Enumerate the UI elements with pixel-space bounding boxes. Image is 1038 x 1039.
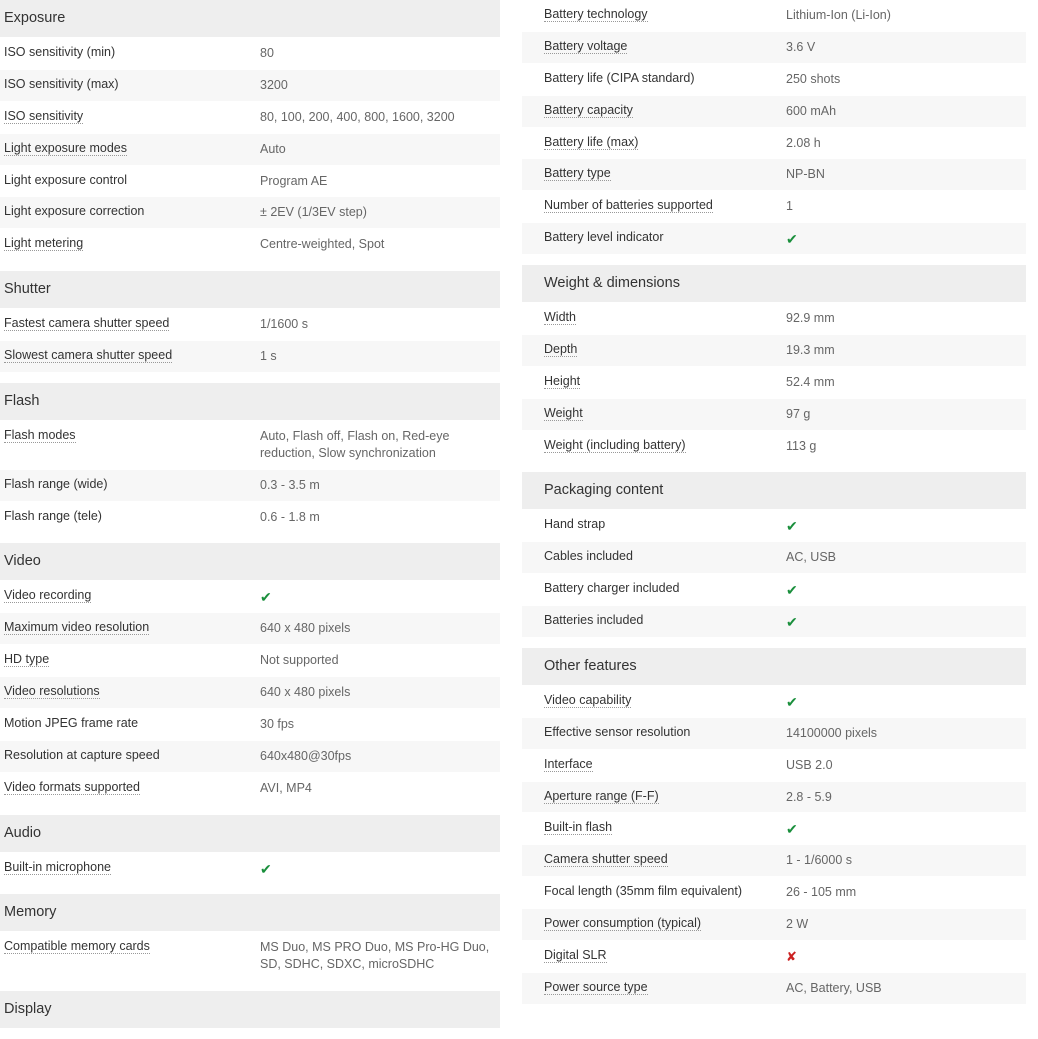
spec-value-text: Lithium-Ion (Li-Ion) xyxy=(786,8,891,22)
spec-value-text: 640 x 480 pixels xyxy=(260,685,351,699)
spec-label-text: Depth xyxy=(544,341,578,356)
spec-value-text: 2.8 - 5.9 xyxy=(786,789,832,804)
section-spacer xyxy=(522,1005,1026,1015)
spec-value-text: 1 xyxy=(786,199,793,214)
spec-value-video-resolutions xyxy=(252,677,500,708)
cross-icon: ✘ xyxy=(786,948,797,964)
spec-value-text: 19.3 mm xyxy=(786,342,835,357)
spec-label-text: Resolution at capture speed xyxy=(4,747,160,762)
spec-label-battery-capacity[interactable] xyxy=(522,96,778,127)
section-title-display: Display xyxy=(0,991,500,1029)
spec-value-batteries-included xyxy=(778,606,1026,637)
spec-value-light-exposure-modes xyxy=(252,134,500,165)
section-title-shutter: Shutter xyxy=(0,271,500,309)
spec-label-text: Width xyxy=(544,310,576,324)
spec-label-text: Video capability xyxy=(544,692,632,707)
spec-value-digital-slr xyxy=(778,941,1026,972)
spec-label-motion-jpeg-frame-rate xyxy=(0,709,252,740)
spec-label-built-in-flash[interactable] xyxy=(522,813,778,844)
spec-value-height xyxy=(778,367,1026,398)
spec-label-text: Digital SLR xyxy=(544,947,607,962)
spec-value-built-in-flash xyxy=(778,813,1026,844)
spec-value-battery-technology xyxy=(778,0,1026,31)
spec-value-battery-charger-included xyxy=(778,574,1026,605)
spec-label-text: Light exposure control xyxy=(4,172,127,187)
section-spacer xyxy=(522,638,1026,648)
spec-label-text: Flash modes xyxy=(4,427,76,442)
spec-label-light-metering[interactable] xyxy=(0,229,252,260)
spec-row xyxy=(522,686,1026,718)
spec-value-battery-life-cipa-standard xyxy=(778,64,1026,95)
spec-value-text: 92.9 mm xyxy=(786,311,835,325)
spec-label-text: Light metering xyxy=(4,236,84,251)
spec-value-text: 640x480@30fps xyxy=(260,748,352,763)
spec-value-built-in-microphone xyxy=(252,853,500,884)
spec-label-text: ISO sensitivity (min) xyxy=(4,45,116,59)
spec-row xyxy=(522,574,1026,606)
spec-value-video-formats-supported xyxy=(252,773,500,804)
spec-label-text: Battery life (max) xyxy=(544,134,639,149)
spec-value-text: 1 - 1/6000 s xyxy=(786,853,853,868)
spec-value-battery-capacity xyxy=(778,96,1026,127)
spec-row xyxy=(522,606,1026,638)
spec-value-iso-sensitivity-min xyxy=(252,38,500,69)
spec-label-compatible-memory-cards[interactable] xyxy=(0,932,252,980)
section-spacer xyxy=(0,805,500,815)
section-title-other-features: Other features xyxy=(522,648,1026,686)
spec-value-power-source-type xyxy=(778,973,1026,1004)
spec-row xyxy=(522,750,1026,782)
spec-row xyxy=(522,223,1026,255)
spec-value-text: AVI, MP4 xyxy=(260,780,312,795)
spec-label-weight-including-battery[interactable] xyxy=(522,431,778,462)
spec-value-weight-including-battery xyxy=(778,431,1026,462)
spec-value-video-capability xyxy=(778,686,1026,717)
spec-label-slowest-camera-shutter-speed[interactable] xyxy=(0,341,252,372)
spec-row xyxy=(522,909,1026,941)
spec-value-hand-strap xyxy=(778,510,1026,541)
spec-label-text: Battery level indicator xyxy=(544,230,664,245)
check-icon: ✔ xyxy=(786,518,798,535)
spec-value-depth xyxy=(778,335,1026,366)
spec-value-light-exposure-correction xyxy=(252,197,500,228)
spec-value-resolution-at-capture-speed xyxy=(252,741,500,772)
spec-value-aperture-range-f-f xyxy=(778,782,1026,813)
spec-value-interface xyxy=(778,750,1026,781)
spec-row xyxy=(0,197,500,229)
spec-row xyxy=(0,709,500,741)
spec-row xyxy=(0,773,500,805)
spec-value-motion-jpeg-frame-rate xyxy=(252,709,500,740)
spec-value-text: 0.6 - 1.8 m xyxy=(260,509,320,524)
spec-row xyxy=(522,335,1026,367)
spec-row xyxy=(522,399,1026,431)
spec-label-resolution-at-capture-speed xyxy=(0,741,252,772)
spec-label-text: Slowest camera shutter speed xyxy=(4,348,173,362)
spec-label-video-resolutions[interactable] xyxy=(0,677,252,708)
check-icon: ✔ xyxy=(786,582,798,599)
spec-label-text: Hand strap xyxy=(544,517,606,532)
spec-label-power-source-type[interactable] xyxy=(522,973,778,1004)
spec-label-text: HD type xyxy=(4,652,50,667)
spec-label-focal-length-35mm-film-equivalent xyxy=(522,877,778,908)
spec-label-battery-charger-included xyxy=(522,574,778,605)
spec-value-text: 250 shots xyxy=(786,71,841,86)
spec-label-text: Video resolutions xyxy=(4,684,100,698)
spec-label-text: Battery charger included xyxy=(544,581,680,596)
spec-row xyxy=(522,191,1026,223)
spec-row xyxy=(0,613,500,645)
spec-label-aperture-range-f-f[interactable] xyxy=(522,782,778,813)
section-title-audio: Audio xyxy=(0,815,500,853)
spec-row xyxy=(522,510,1026,542)
spec-label-number-of-batteries-supported[interactable] xyxy=(522,191,778,222)
spec-label-text: Built-in flash xyxy=(544,820,613,835)
spec-value-text: 26 - 105 mm xyxy=(786,885,857,900)
spec-row xyxy=(0,134,500,166)
spec-value-width xyxy=(778,303,1026,334)
spec-row xyxy=(0,421,500,470)
spec-value-fastest-camera-shutter-speed xyxy=(252,309,500,340)
spec-row xyxy=(522,431,1026,463)
spec-row xyxy=(0,853,500,885)
spec-value-power-consumption-typical xyxy=(778,909,1026,940)
spec-row xyxy=(0,341,500,373)
spec-label-cables-included xyxy=(522,542,778,573)
check-icon: ✔ xyxy=(786,693,798,710)
check-icon: ✔ xyxy=(786,614,798,630)
spec-row xyxy=(522,367,1026,399)
section-title-exposure: Exposure xyxy=(0,0,500,38)
spec-label-depth[interactable] xyxy=(522,335,778,366)
check-icon: ✔ xyxy=(260,860,272,877)
spec-label-text: Battery capacity xyxy=(544,102,633,117)
spec-label-text: Maximum video resolution xyxy=(4,620,150,635)
section-title-weight-dimensions: Weight & dimensions xyxy=(522,265,1026,303)
spec-row xyxy=(0,677,500,709)
section-spacer xyxy=(0,261,500,271)
spec-label-text: ISO sensitivity xyxy=(4,108,84,123)
spec-label-weight[interactable] xyxy=(522,399,778,430)
spec-row xyxy=(522,542,1026,574)
spec-label-interface[interactable] xyxy=(522,750,778,781)
spec-label-text: Interface xyxy=(544,756,593,771)
spec-row xyxy=(0,70,500,102)
spec-value-iso-sensitivity-max xyxy=(252,70,500,101)
spec-value-text: 97 g xyxy=(786,406,811,421)
spec-label-iso-sensitivity-min xyxy=(0,38,252,69)
spec-row xyxy=(0,502,500,534)
spec-label-text: Camera shutter speed xyxy=(544,852,668,867)
spec-label-text: Focal length (35mm film equivalent) xyxy=(544,884,742,899)
spec-value-camera-shutter-speed xyxy=(778,845,1026,876)
spec-value-light-metering xyxy=(252,229,500,260)
spec-label-text: Fastest camera shutter speed xyxy=(4,316,170,331)
spec-label-hd-type[interactable] xyxy=(0,645,252,676)
spec-label-text: Video formats supported xyxy=(4,779,140,794)
spec-label-text: Number of batteries supported xyxy=(544,198,713,213)
spec-label-hand-strap xyxy=(522,510,778,541)
section-title-memory: Memory xyxy=(0,894,500,932)
spec-row xyxy=(0,932,500,981)
section-spacer xyxy=(522,462,1026,472)
spec-label-text: Batteries included xyxy=(544,613,644,627)
spec-value-text: 3.6 V xyxy=(786,39,816,54)
spec-row xyxy=(522,845,1026,877)
spec-label-text: Weight xyxy=(544,405,583,420)
spec-label-battery-technology[interactable] xyxy=(522,0,778,31)
spec-value-battery-type xyxy=(778,159,1026,190)
spec-value-number-of-batteries-supported xyxy=(778,191,1026,222)
section-spacer xyxy=(0,884,500,894)
spec-value-text: AC, USB xyxy=(786,550,837,565)
spec-label-batteries-included xyxy=(522,606,778,637)
spec-row xyxy=(522,813,1026,845)
spec-label-digital-slr[interactable] xyxy=(522,941,778,972)
spec-value-text: Centre-weighted, Spot xyxy=(260,237,385,252)
spec-label-text: Battery type xyxy=(544,166,611,181)
spec-label-maximum-video-resolution[interactable] xyxy=(0,613,252,644)
spec-row xyxy=(522,64,1026,96)
spec-row xyxy=(522,941,1026,973)
spec-label-text: Power consumption (typical) xyxy=(544,916,702,930)
spec-row xyxy=(0,229,500,261)
spec-label-width[interactable] xyxy=(522,303,778,334)
spec-value-text: Not supported xyxy=(260,653,339,668)
section-spacer xyxy=(0,373,500,383)
spec-value-flash-modes xyxy=(252,421,500,469)
section-title-video: Video xyxy=(0,543,500,581)
spec-label-battery-type[interactable] xyxy=(522,159,778,190)
spec-value-text: 640 x 480 pixels xyxy=(260,621,351,636)
spec-value-text: ± 2EV (1/3EV step) xyxy=(260,205,367,220)
spec-value-light-exposure-control xyxy=(252,166,500,197)
spec-value-slowest-camera-shutter-speed xyxy=(252,341,500,372)
spec-value-text: 2.08 h xyxy=(786,135,821,150)
spec-value-flash-range-wide xyxy=(252,470,500,501)
section-spacer xyxy=(0,981,500,991)
spec-value-text: 80, 100, 200, 400, 800, 1600, 3200 xyxy=(260,109,455,124)
spec-value-text: 113 g xyxy=(786,438,817,453)
spec-row xyxy=(0,470,500,502)
spec-label-battery-voltage[interactable] xyxy=(522,32,778,63)
spec-label-text: Battery voltage xyxy=(544,38,628,53)
spec-value-focal-length-35mm-film-equivalent xyxy=(778,877,1026,908)
spec-label-text: Flash range (wide) xyxy=(4,476,108,491)
spec-label-text: Video recording xyxy=(4,588,92,603)
spec-value-battery-level-indicator xyxy=(778,223,1026,254)
spec-value-hd-type xyxy=(252,645,500,676)
spec-value-text: 30 fps xyxy=(260,716,295,731)
spec-value-text: 80 xyxy=(260,46,274,60)
spec-label-light-exposure-modes[interactable] xyxy=(0,134,252,165)
spec-label-iso-sensitivity[interactable] xyxy=(0,102,252,133)
spec-row xyxy=(0,581,500,613)
spec-label-built-in-microphone[interactable] xyxy=(0,853,252,884)
spec-label-text: Battery technology xyxy=(544,7,648,21)
spec-label-text: Built-in microphone xyxy=(4,859,111,874)
specs-column-left xyxy=(0,0,500,1039)
spec-label-flash-range-tele xyxy=(0,502,252,533)
spec-label-video-formats-supported[interactable] xyxy=(0,773,252,804)
spec-label-text: Compatible memory cards xyxy=(4,939,150,954)
section-spacer xyxy=(0,1029,500,1039)
spec-value-text: NP-BN xyxy=(786,167,825,182)
spec-value-battery-life-max xyxy=(778,128,1026,159)
spec-value-text: 1/1600 s xyxy=(260,317,308,332)
check-icon: ✔ xyxy=(786,821,798,838)
spec-row xyxy=(522,303,1026,335)
spec-label-text: Effective sensor resolution xyxy=(544,724,691,739)
spec-label-effective-sensor-resolution xyxy=(522,718,778,749)
spec-row xyxy=(522,96,1026,128)
spec-label-light-exposure-correction xyxy=(0,197,252,228)
spec-row xyxy=(0,166,500,198)
spec-label-text: Battery life (CIPA standard) xyxy=(544,70,695,85)
spec-row xyxy=(522,32,1026,64)
spec-row xyxy=(522,718,1026,750)
spec-value-iso-sensitivity xyxy=(252,102,500,133)
spec-value-text: AC, Battery, USB xyxy=(786,980,882,995)
spec-label-flash-modes[interactable] xyxy=(0,421,252,469)
spec-label-battery-level-indicator xyxy=(522,223,778,254)
spec-label-light-exposure-control xyxy=(0,166,252,197)
spec-value-text: 14100000 pixels xyxy=(786,725,878,740)
spec-value-text: 52.4 mm xyxy=(786,374,835,389)
spec-value-compatible-memory-cards xyxy=(252,932,500,980)
spec-row xyxy=(522,128,1026,160)
section-spacer xyxy=(0,533,500,543)
spec-label-text: Power source type xyxy=(544,979,648,994)
spec-value-cables-included xyxy=(778,542,1026,573)
spec-label-text: Height xyxy=(544,373,581,388)
spec-value-video-recording xyxy=(252,581,500,612)
spec-label-text: Cables included xyxy=(544,549,633,564)
spec-row xyxy=(522,159,1026,191)
section-spacer xyxy=(522,255,1026,265)
spec-value-text: 3200 xyxy=(260,77,288,92)
spec-label-text: ISO sensitivity (max) xyxy=(4,76,119,91)
spec-row xyxy=(522,0,1026,32)
section-title-flash: Flash xyxy=(0,383,500,421)
spec-value-text: 600 mAh xyxy=(786,103,837,118)
spec-value-text: 2 W xyxy=(786,917,809,931)
spec-row xyxy=(522,877,1026,909)
spec-value-weight xyxy=(778,399,1026,430)
spec-value-text: 0.3 - 3.5 m xyxy=(260,477,320,492)
spec-label-battery-life-cipa-standard xyxy=(522,64,778,95)
spec-value-text: USB 2.0 xyxy=(786,757,833,772)
spec-value-text: Auto, Flash off, Flash on, Red-eye reduction, Slow synchronization xyxy=(260,428,450,460)
spec-label-flash-range-wide xyxy=(0,470,252,501)
spec-label-text: Light exposure modes xyxy=(4,140,127,155)
check-icon: ✔ xyxy=(260,589,272,606)
check-icon: ✔ xyxy=(786,231,798,248)
spec-label-text: Aperture range (F-F) xyxy=(544,788,659,803)
spec-label-text: Light exposure correction xyxy=(4,204,145,219)
spec-row xyxy=(0,645,500,677)
spec-row xyxy=(522,973,1026,1005)
spec-label-power-consumption-typical[interactable] xyxy=(522,909,778,940)
spec-value-text: Program AE xyxy=(260,173,328,188)
spec-label-text: Flash range (tele) xyxy=(4,508,102,523)
spec-value-text: 1 s xyxy=(260,349,277,363)
spec-value-text: Auto xyxy=(260,141,286,156)
spec-value-text: MS Duo, MS PRO Duo, MS Pro-HG Duo, SD, SDHC, SDXC, microSDHC xyxy=(260,940,490,972)
spec-row xyxy=(0,309,500,341)
spec-label-battery-life-max[interactable] xyxy=(522,128,778,159)
spec-label-text: Motion JPEG frame rate xyxy=(4,715,139,730)
spec-label-iso-sensitivity-max xyxy=(0,70,252,101)
section-title-packaging-content: Packaging content xyxy=(522,472,1026,510)
spec-label-camera-shutter-speed[interactable] xyxy=(522,845,778,876)
spec-label-height[interactable] xyxy=(522,367,778,398)
spec-value-maximum-video-resolution xyxy=(252,613,500,644)
spec-label-fastest-camera-shutter-speed[interactable] xyxy=(0,309,252,340)
spec-value-effective-sensor-resolution xyxy=(778,718,1026,749)
spec-row xyxy=(0,741,500,773)
spec-row xyxy=(0,38,500,70)
spec-label-video-recording[interactable] xyxy=(0,581,252,612)
specs-column-right xyxy=(522,0,1026,1039)
spec-row xyxy=(0,102,500,134)
spec-label-text: Weight (including battery) xyxy=(544,437,686,452)
spec-value-flash-range-tele xyxy=(252,502,500,533)
spec-value-battery-voltage xyxy=(778,32,1026,63)
spec-label-video-capability[interactable] xyxy=(522,686,778,717)
spec-row xyxy=(522,782,1026,814)
